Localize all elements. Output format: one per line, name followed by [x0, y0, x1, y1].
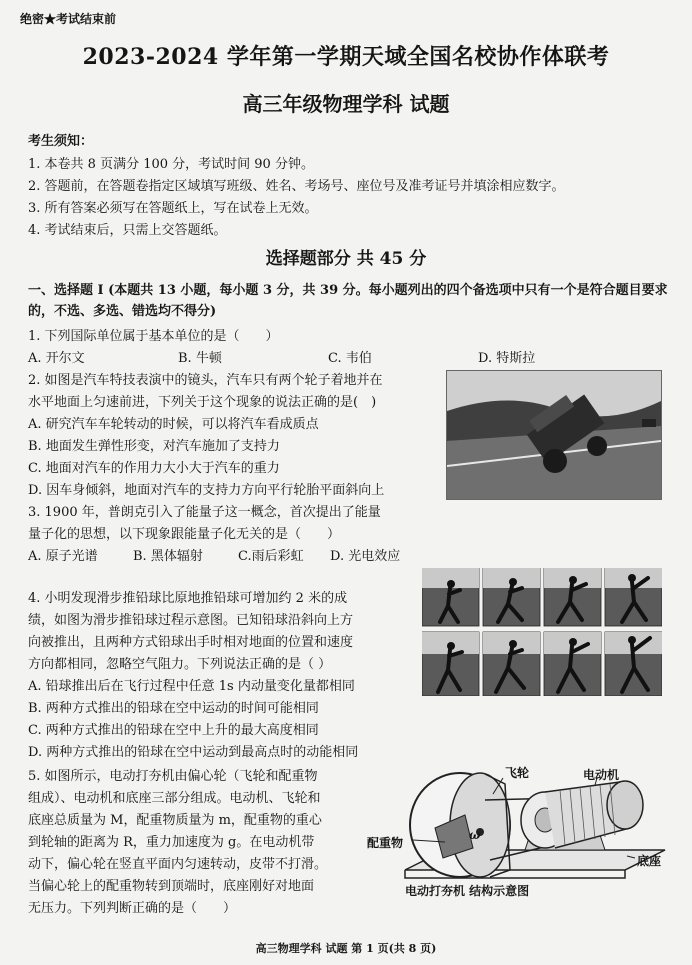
- omega-label: ω: [469, 828, 481, 842]
- question-5-stem-line: 组成）、电动机和底座三部分组成。电动机、飞轮和: [28, 791, 321, 806]
- notice-item: 2. 答题前，在答题卷指定区域填写班级、姓名、考场号、座位号及准考证号并填涂相应数字。: [28, 179, 565, 194]
- counterweight-label: 配重物: [367, 836, 404, 850]
- exam-title: 2023-2024 学年第一学期天域全国名校协作体联考: [82, 44, 610, 70]
- question-1-option: B. 牛顿: [178, 351, 222, 366]
- question-4-option: B. 两种方式推出的铅球在空中运动的时间可能相同: [28, 701, 319, 716]
- question-5-stem-line: 到轮轴的距离为 R，重力加速度为 g。在电动机带: [28, 835, 315, 850]
- notice-heading: 考生须知：: [28, 134, 94, 149]
- exam-subtitle: 高三年级物理学科 试题: [242, 92, 450, 116]
- question-4-option: D. 两种方式推出的铅球在空中运动到最高点时的动能相同: [28, 745, 359, 760]
- question-3-option: C.雨后彩虹: [238, 549, 304, 564]
- question-2-option: B. 地面发生弹性形变，对汽车施加了支持力: [28, 439, 280, 454]
- question-4-stem-line: 向被推出，且两种方式铅球出手时相对地面的位置和速度: [28, 635, 354, 650]
- question-5-stem-line: 当偏心轮上的配重物转到顶端时，底座刚好对地面: [28, 879, 315, 894]
- question-1-stem: 1. 下列国际单位属于基本单位的是（ ）: [28, 329, 279, 344]
- question-1-option: A. 开尔文: [28, 351, 85, 366]
- question-4-option: A. 铅球推出后在飞行过程中任意 1s 内动量变化量都相同: [28, 679, 355, 694]
- question-3-option: D. 光电效应: [330, 549, 401, 564]
- question-4-option: C. 两种方式推出的铅球在空中上升的最大高度相同: [28, 723, 319, 738]
- question-5-stem-line: 5. 如图所示，电动打夯机由偏心轮（飞轮和配重物: [28, 769, 318, 784]
- question-2-option: D. 因车身倾斜，地面对汽车的支持力方向平行轮胎平面斜向上: [28, 483, 385, 498]
- question-4-stem-line: 绩，如图为滑步推铅球过程示意图。已知铅球沿斜向上方: [28, 613, 354, 628]
- question-2-option: A. 研究汽车车轮转动的时候，可以将汽车看成质点: [28, 417, 319, 432]
- question-4-stem-line: 4. 小明发现滑步推铅球比原地推铅球可增加约 2 米的成: [28, 591, 348, 606]
- motor-label: 电动机: [583, 768, 620, 782]
- question-5-stem-line: 动下，偏心轮在竖直平面内匀速转动，皮带不打滑。: [28, 857, 328, 872]
- section-title: 选择题部分 共 45 分: [265, 249, 427, 269]
- confidential-mark: 绝密★考试结束前: [20, 12, 117, 26]
- notice-item: 3. 所有答案必须写在答题纸上，写在试卷上无效。: [28, 201, 318, 216]
- section-instruction: 一、选择题 I (本题共 13 小题，每小题 3 分，共 39 分。每小题列出的四个备选项中只有一个是符合题目要求的，不选、多选、错选均不得分): [28, 283, 668, 319]
- flywheel-label: 飞轮: [505, 766, 530, 780]
- question-3-option: B. 黑体辐射: [133, 549, 203, 564]
- question-5-stem-line: 无压力。下列判断正确的是（ ）: [28, 901, 237, 916]
- shot-put-photo-sequence: [422, 568, 662, 696]
- car-stunt-photo: [446, 370, 662, 500]
- diagram-caption: 电动打夯机 结构示意图: [405, 884, 530, 898]
- question-2-stem-line: 水平地面上匀速前进，下列关于这个现象的说法正确的是( ): [28, 395, 377, 410]
- question-1-option: C. 韦伯: [328, 351, 372, 366]
- question-1-option: D. 特斯拉: [478, 351, 536, 366]
- base-label: 底座: [637, 854, 662, 868]
- page-footer: 高三物理学科 试题 第 1 页(共 8 页): [255, 942, 437, 955]
- question-5-stem-line: 底座总质量为 M，配重物质量为 m，配重物的重心: [28, 813, 322, 828]
- question-3-stem-line: 3. 1900 年，普朗克引入了能量子这一概念，首次提出了能量: [28, 505, 381, 520]
- notice-item: 4. 考试结束后，只需上交答题纸。: [28, 223, 227, 238]
- tamper-diagram: [365, 760, 675, 900]
- question-2-option: C. 地面对汽车的作用力大小大于汽车的重力: [28, 461, 280, 476]
- notice-item: 1. 本卷共 8 页满分 100 分，考试时间 90 分钟。: [28, 157, 314, 172]
- question-4-stem-line: 方向都相同，忽略空气阻力。下列说法正确的是（ ）: [28, 657, 332, 672]
- question-3-stem-line: 量子化的思想，以下现象跟能量子化无关的是（ ）: [28, 527, 341, 542]
- question-3-option: A. 原子光谱: [28, 549, 98, 564]
- question-2-stem-line: 2. 如图是汽车特技表演中的镜头，汽车只有两个轮子着地并在: [28, 373, 383, 388]
